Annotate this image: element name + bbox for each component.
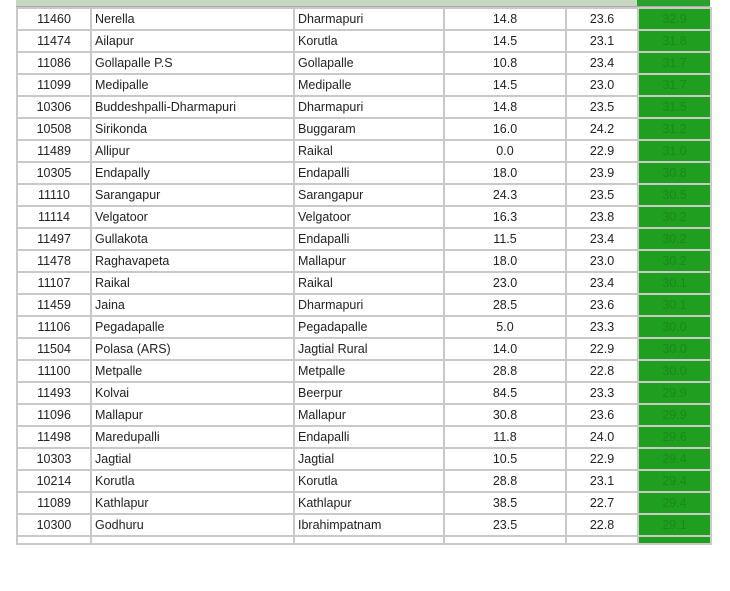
station-id-cell: 10508 xyxy=(17,118,91,140)
table-row xyxy=(17,74,711,96)
rainfall-cell: 11.8 xyxy=(444,426,566,448)
station-id-cell: 11498 xyxy=(17,426,91,448)
table-row xyxy=(17,162,711,184)
max-temp-cell: 30.5 xyxy=(638,184,711,206)
table-row xyxy=(17,338,711,360)
table-row xyxy=(17,514,711,536)
max-temp-cell: 29.1 xyxy=(638,514,711,536)
rainfall-cell: 23.0 xyxy=(444,272,566,294)
table-body xyxy=(17,8,711,544)
station-id-cell: 11106 xyxy=(17,316,91,338)
station-id-cell: 11459 xyxy=(17,294,91,316)
weather-data-table xyxy=(16,7,712,545)
max-temp-cell: 29.4 xyxy=(638,492,711,514)
table-row xyxy=(17,470,711,492)
rainfall-cell: 0.0 xyxy=(444,140,566,162)
station-id-cell: 10306 xyxy=(17,96,91,118)
max-temp-cell: 29.9 xyxy=(638,382,711,404)
mandal-cell: Dharmapuri xyxy=(294,8,444,30)
max-temp-cell: 31.5 xyxy=(638,96,711,118)
station-name-cell: Raikal xyxy=(91,272,294,294)
min-temp-cell: 23.4 xyxy=(566,52,638,74)
table-row xyxy=(17,448,711,470)
rainfall-cell: 23.5 xyxy=(444,514,566,536)
table-row xyxy=(17,404,711,426)
max-temp-cell: 30.1 xyxy=(638,272,711,294)
mandal-cell: Buggaram xyxy=(294,118,444,140)
mandal-cell: Jagtial xyxy=(294,448,444,470)
rainfall-cell: 18.0 xyxy=(444,162,566,184)
mandal-cell: Korutla xyxy=(294,470,444,492)
min-temp-cell: 23.1 xyxy=(566,30,638,52)
mandal-cell: Mallapur xyxy=(294,250,444,272)
rainfall-cell: 11.5 xyxy=(444,228,566,250)
min-temp-cell: 23.5 xyxy=(566,96,638,118)
station-name-cell: Sirikonda xyxy=(91,118,294,140)
max-temp-cell: 31.7 xyxy=(638,74,711,96)
station-name-cell: Gullakota xyxy=(91,228,294,250)
station-id-cell: 11089 xyxy=(17,492,91,514)
mandal-cell: Endapalli xyxy=(294,228,444,250)
table-row xyxy=(17,118,711,140)
rainfall-cell: 14.8 xyxy=(444,96,566,118)
station-name-cell: Kathlapur xyxy=(91,492,294,514)
mandal-cell: Ibrahimpatnam xyxy=(294,514,444,536)
rainfall-cell: 24.3 xyxy=(444,184,566,206)
station-name-cell: Mallapur xyxy=(91,404,294,426)
max-temp-cell: 29.4 xyxy=(638,448,711,470)
rainfall-cell: 14.5 xyxy=(444,30,566,52)
station-name-cell: Raghavapeta xyxy=(91,250,294,272)
max-temp-cell: 31.7 xyxy=(638,52,711,74)
station-id-cell: 11114 xyxy=(17,206,91,228)
max-temp-cell: 30.2 xyxy=(638,206,711,228)
station-name-cell: Sarangapur xyxy=(91,184,294,206)
max-temp-cell: 30.8 xyxy=(638,162,711,184)
station-name-cell: Godhuru xyxy=(91,514,294,536)
rainfall-cell: 28.8 xyxy=(444,470,566,492)
station-name-cell: Buddeshpalli-Dharmapuri xyxy=(91,96,294,118)
station-name-cell: Endapally xyxy=(91,162,294,184)
mandal-cell: Gollapalle xyxy=(294,52,444,74)
station-name-cell: Jaina xyxy=(91,294,294,316)
mandal-cell: Dharmapuri xyxy=(294,96,444,118)
station-name-cell: Korutla xyxy=(91,470,294,492)
table-row-partial xyxy=(17,536,711,544)
station-id-cell: 11493 xyxy=(17,382,91,404)
mandal-cell: Beerpur xyxy=(294,382,444,404)
mandal-cell: Korutla xyxy=(294,30,444,52)
station-id-cell: 11460 xyxy=(17,8,91,30)
station-id-cell: 11096 xyxy=(17,404,91,426)
mandal-cell: Pegadapalle xyxy=(294,316,444,338)
mandal-cell: Velgatoor xyxy=(294,206,444,228)
table-row xyxy=(17,228,711,250)
table-row xyxy=(17,492,711,514)
rainfall-cell: 16.3 xyxy=(444,206,566,228)
rainfall-cell: 38.5 xyxy=(444,492,566,514)
partial-cell xyxy=(444,536,566,544)
min-temp-cell: 23.4 xyxy=(566,272,638,294)
table-row xyxy=(17,96,711,118)
max-temp-cell: 29.9 xyxy=(638,404,711,426)
station-name-cell: Jagtial xyxy=(91,448,294,470)
table-row xyxy=(17,316,711,338)
min-temp-cell: 24.2 xyxy=(566,118,638,140)
station-id-cell: 11100 xyxy=(17,360,91,382)
station-id-cell: 10300 xyxy=(17,514,91,536)
table-row xyxy=(17,206,711,228)
station-name-cell: Ailapur xyxy=(91,30,294,52)
min-temp-cell: 23.6 xyxy=(566,404,638,426)
mandal-cell: Metpalle xyxy=(294,360,444,382)
min-temp-cell: 23.0 xyxy=(566,74,638,96)
table-row xyxy=(17,294,711,316)
header-highlight-cell xyxy=(637,0,710,6)
rainfall-cell: 28.5 xyxy=(444,294,566,316)
table-row xyxy=(17,184,711,206)
rainfall-cell: 14.8 xyxy=(444,8,566,30)
rainfall-cell: 5.0 xyxy=(444,316,566,338)
table-row xyxy=(17,360,711,382)
rainfall-cell: 18.0 xyxy=(444,250,566,272)
max-temp-cell: 31.8 xyxy=(638,30,711,52)
mandal-cell: Sarangapur xyxy=(294,184,444,206)
partial-cell xyxy=(294,536,444,544)
mandal-cell: Dharmapuri xyxy=(294,294,444,316)
station-name-cell: Pegadapalle xyxy=(91,316,294,338)
min-temp-cell: 22.7 xyxy=(566,492,638,514)
min-temp-cell: 22.9 xyxy=(566,448,638,470)
mandal-cell: Endapalli xyxy=(294,426,444,448)
mandal-cell: Mallapur xyxy=(294,404,444,426)
min-temp-cell: 23.6 xyxy=(566,294,638,316)
max-temp-cell: 29.6 xyxy=(638,426,711,448)
station-id-cell: 11474 xyxy=(17,30,91,52)
station-id-cell: 11478 xyxy=(17,250,91,272)
max-temp-cell: 31.2 xyxy=(638,118,711,140)
mandal-cell: Raikal xyxy=(294,272,444,294)
table-row xyxy=(17,272,711,294)
mandal-cell: Medipalle xyxy=(294,74,444,96)
max-temp-cell: 30.0 xyxy=(638,316,711,338)
rainfall-cell: 28.8 xyxy=(444,360,566,382)
station-id-cell: 11086 xyxy=(17,52,91,74)
table-row xyxy=(17,250,711,272)
min-temp-cell: 23.4 xyxy=(566,228,638,250)
mandal-cell: Endapalli xyxy=(294,162,444,184)
max-temp-cell: 32.9 xyxy=(638,8,711,30)
min-temp-cell: 24.0 xyxy=(566,426,638,448)
max-temp-cell: 30.2 xyxy=(638,228,711,250)
table-row xyxy=(17,382,711,404)
station-id-cell: 10214 xyxy=(17,470,91,492)
max-temp-cell: 30.1 xyxy=(638,294,711,316)
mandal-cell: Kathlapur xyxy=(294,492,444,514)
rainfall-cell: 30.8 xyxy=(444,404,566,426)
station-name-cell: Allipur xyxy=(91,140,294,162)
station-id-cell: 10305 xyxy=(17,162,91,184)
partial-cell xyxy=(566,536,638,544)
partial-cell xyxy=(638,536,711,544)
station-name-cell: Metpalle xyxy=(91,360,294,382)
min-temp-cell: 23.0 xyxy=(566,250,638,272)
rainfall-cell: 14.0 xyxy=(444,338,566,360)
max-temp-cell: 29.4 xyxy=(638,470,711,492)
table-row xyxy=(17,52,711,74)
station-id-cell: 11489 xyxy=(17,140,91,162)
station-name-cell: Maredupalli xyxy=(91,426,294,448)
min-temp-cell: 22.9 xyxy=(566,140,638,162)
partial-cell xyxy=(17,536,91,544)
table-row xyxy=(17,426,711,448)
station-name-cell: Nerella xyxy=(91,8,294,30)
station-id-cell: 10303 xyxy=(17,448,91,470)
table-row xyxy=(17,140,711,162)
min-temp-cell: 22.8 xyxy=(566,514,638,536)
min-temp-cell: 23.1 xyxy=(566,470,638,492)
min-temp-cell: 23.6 xyxy=(566,8,638,30)
min-temp-cell: 23.9 xyxy=(566,162,638,184)
max-temp-cell: 30.0 xyxy=(638,338,711,360)
station-id-cell: 11107 xyxy=(17,272,91,294)
station-name-cell: Velgatoor xyxy=(91,206,294,228)
station-id-cell: 11497 xyxy=(17,228,91,250)
station-name-cell: Polasa (ARS) xyxy=(91,338,294,360)
rainfall-cell: 16.0 xyxy=(444,118,566,140)
rainfall-cell: 84.5 xyxy=(444,382,566,404)
min-temp-cell: 23.3 xyxy=(566,316,638,338)
min-temp-cell: 23.3 xyxy=(566,382,638,404)
mandal-cell: Raikal xyxy=(294,140,444,162)
rainfall-cell: 10.8 xyxy=(444,52,566,74)
station-name-cell: Kolvai xyxy=(91,382,294,404)
max-temp-cell: 30.0 xyxy=(638,360,711,382)
table-row xyxy=(17,30,711,52)
rainfall-cell: 10.5 xyxy=(444,448,566,470)
station-id-cell: 11504 xyxy=(17,338,91,360)
station-id-cell: 11099 xyxy=(17,74,91,96)
min-temp-cell: 22.9 xyxy=(566,338,638,360)
min-temp-cell: 23.5 xyxy=(566,184,638,206)
min-temp-cell: 23.8 xyxy=(566,206,638,228)
max-temp-cell: 30.2 xyxy=(638,250,711,272)
station-name-cell: Gollapalle P.S xyxy=(91,52,294,74)
min-temp-cell: 22.8 xyxy=(566,360,638,382)
station-name-cell: Medipalle xyxy=(91,74,294,96)
max-temp-cell: 31.0 xyxy=(638,140,711,162)
station-id-cell: 11110 xyxy=(17,184,91,206)
table-row xyxy=(17,8,711,30)
partial-cell xyxy=(91,536,294,544)
rainfall-cell: 14.5 xyxy=(444,74,566,96)
mandal-cell: Jagtial Rural xyxy=(294,338,444,360)
